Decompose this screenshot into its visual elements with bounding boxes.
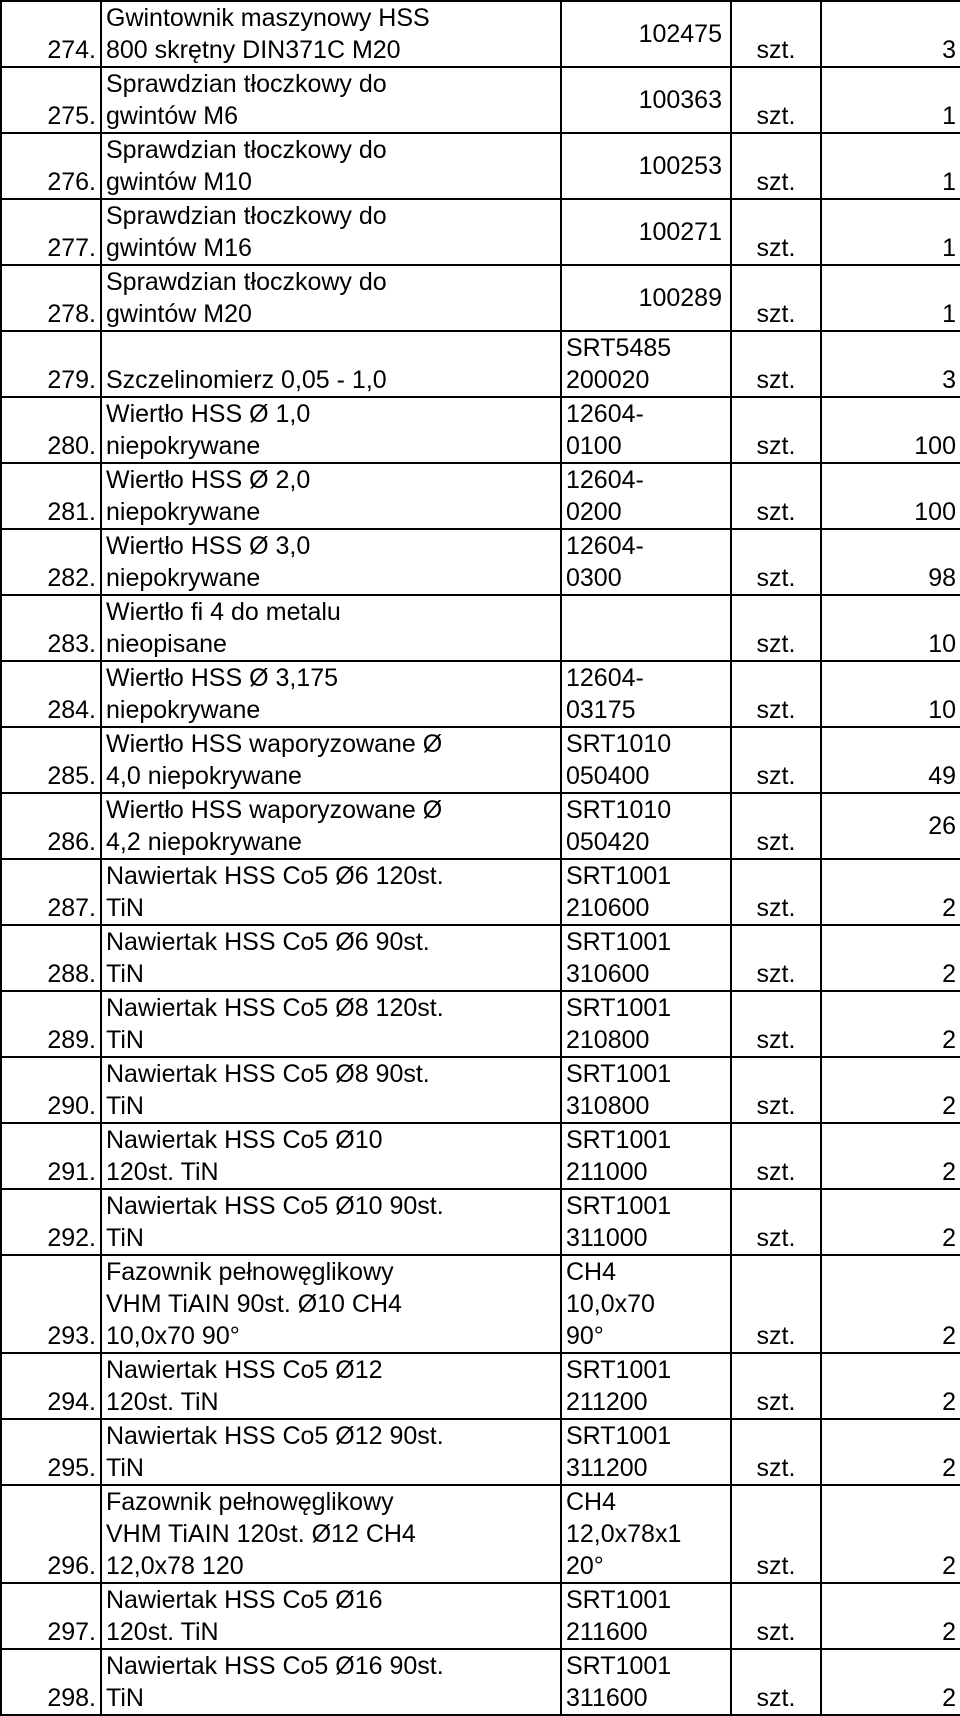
item-unit: szt. (731, 793, 821, 859)
item-unit: szt. (731, 727, 821, 793)
item-quantity: 2 (821, 1057, 960, 1123)
item-name: Wiertło HSS waporyzowane Ø 4,2 niepokrywane (101, 793, 561, 859)
item-name: Nawiertak HSS Co5 Ø12 120st. TiN (101, 1353, 561, 1419)
item-number: 274. (1, 1, 101, 67)
item-unit: szt. (731, 1, 821, 67)
item-name: Nawiertak HSS Co5 Ø10 120st. TiN (101, 1123, 561, 1189)
item-unit: szt. (731, 199, 821, 265)
item-number: 292. (1, 1189, 101, 1255)
table-row (1, 661, 960, 727)
table-row (1, 1353, 960, 1419)
table-row (1, 1057, 960, 1123)
item-quantity: 26 (821, 793, 960, 859)
item-unit: szt. (731, 859, 821, 925)
item-unit: szt. (731, 925, 821, 991)
table-row (1, 1649, 960, 1715)
item-code: SRT1001 311600 (561, 1649, 731, 1715)
item-number: 286. (1, 793, 101, 859)
item-quantity: 2 (821, 1583, 960, 1649)
item-name: Wiertło HSS Ø 3,175 niepokrywane (101, 661, 561, 727)
item-code: SRT1001 210800 (561, 991, 731, 1057)
table-row (1, 1419, 960, 1485)
item-unit: szt. (731, 991, 821, 1057)
item-number: 290. (1, 1057, 101, 1123)
table-row (1, 1485, 960, 1583)
item-name: Wiertło fi 4 do metalu nieopisane (101, 595, 561, 661)
item-number: 295. (1, 1419, 101, 1485)
item-unit: szt. (731, 1583, 821, 1649)
item-number: 278. (1, 265, 101, 331)
inventory-table-body (1, 1, 960, 1715)
item-name: Nawiertak HSS Co5 Ø8 90st. TiN (101, 1057, 561, 1123)
item-code: 100363 (561, 67, 731, 133)
item-number: 291. (1, 1123, 101, 1189)
item-unit: szt. (731, 529, 821, 595)
table-row (1, 265, 960, 331)
item-unit: szt. (731, 1419, 821, 1485)
item-code: SRT1001 310800 (561, 1057, 731, 1123)
item-quantity: 98 (821, 529, 960, 595)
item-number: 282. (1, 529, 101, 595)
table-row (1, 331, 960, 397)
item-unit: szt. (731, 133, 821, 199)
item-unit: szt. (731, 1485, 821, 1583)
item-name: Nawiertak HSS Co5 Ø6 90st. TiN (101, 925, 561, 991)
item-code: SRT1010 050400 (561, 727, 731, 793)
item-unit: szt. (731, 1353, 821, 1419)
item-name: Nawiertak HSS Co5 Ø8 120st. TiN (101, 991, 561, 1057)
item-number: 285. (1, 727, 101, 793)
item-code: CH4 10,0x70 90° (561, 1255, 731, 1353)
item-code: SRT1001 211200 (561, 1353, 731, 1419)
item-code: 100289 (561, 265, 731, 331)
item-code (561, 595, 731, 661)
item-number: 283. (1, 595, 101, 661)
item-quantity: 1 (821, 133, 960, 199)
table-row (1, 1189, 960, 1255)
item-quantity: 1 (821, 199, 960, 265)
item-code: SRT5485 200020 (561, 331, 731, 397)
item-quantity: 1 (821, 265, 960, 331)
table-row (1, 199, 960, 265)
item-quantity: 2 (821, 925, 960, 991)
table-row (1, 67, 960, 133)
item-code: SRT1010 050420 (561, 793, 731, 859)
table-row (1, 1255, 960, 1353)
item-name: Gwintownik maszynowy HSS 800 skrętny DIN371C M20 (101, 1, 561, 67)
item-quantity: 3 (821, 331, 960, 397)
item-name: Wiertło HSS waporyzowane Ø 4,0 niepokrywane (101, 727, 561, 793)
item-number: 288. (1, 925, 101, 991)
item-name: Fazownik pełnowęglikowy VHM TiAIN 120st. Ø12 CH4 12,0x78 120 (101, 1485, 561, 1583)
item-quantity: 100 (821, 397, 960, 463)
item-unit: szt. (731, 397, 821, 463)
table-row (1, 1, 960, 67)
item-code: 12604- 0100 (561, 397, 731, 463)
table-row (1, 463, 960, 529)
table-row (1, 1583, 960, 1649)
item-quantity: 2 (821, 859, 960, 925)
item-unit: szt. (731, 1123, 821, 1189)
item-code: 102475 (561, 1, 731, 67)
item-number: 276. (1, 133, 101, 199)
item-code: SRT1001 310600 (561, 925, 731, 991)
item-quantity: 2 (821, 991, 960, 1057)
item-name: Sprawdzian tłoczkowy do gwintów M10 (101, 133, 561, 199)
table-row (1, 727, 960, 793)
table-row (1, 133, 960, 199)
item-unit: szt. (731, 1189, 821, 1255)
table-row (1, 991, 960, 1057)
item-quantity: 49 (821, 727, 960, 793)
item-code: SRT1001 211600 (561, 1583, 731, 1649)
item-name: Nawiertak HSS Co5 Ø10 90st. TiN (101, 1189, 561, 1255)
item-name: Fazownik pełnowęglikowy VHM TiAIN 90st. Ø10 CH4 10,0x70 90° (101, 1255, 561, 1353)
item-code: 12604- 0300 (561, 529, 731, 595)
item-quantity: 10 (821, 661, 960, 727)
item-number: 294. (1, 1353, 101, 1419)
item-name: Nawiertak HSS Co5 Ø16 120st. TiN (101, 1583, 561, 1649)
item-name: Wiertło HSS Ø 2,0 niepokrywane (101, 463, 561, 529)
item-name: Wiertło HSS Ø 3,0 niepokrywane (101, 529, 561, 595)
item-name: Sprawdzian tłoczkowy do gwintów M20 (101, 265, 561, 331)
item-number: 296. (1, 1485, 101, 1583)
item-name: Nawiertak HSS Co5 Ø6 120st. TiN (101, 859, 561, 925)
item-quantity: 2 (821, 1649, 960, 1715)
item-number: 298. (1, 1649, 101, 1715)
item-code: 100253 (561, 133, 731, 199)
item-quantity: 2 (821, 1353, 960, 1419)
item-number: 279. (1, 331, 101, 397)
item-code: 100271 (561, 199, 731, 265)
item-number: 277. (1, 199, 101, 265)
item-quantity: 1 (821, 67, 960, 133)
item-number: 280. (1, 397, 101, 463)
item-unit: szt. (731, 463, 821, 529)
item-name: Wiertło HSS Ø 1,0 niepokrywane (101, 397, 561, 463)
table-row (1, 397, 960, 463)
item-code: SRT1001 210600 (561, 859, 731, 925)
item-code: 12604- 0200 (561, 463, 731, 529)
item-unit: szt. (731, 661, 821, 727)
item-unit: szt. (731, 1255, 821, 1353)
item-code: 12604- 03175 (561, 661, 731, 727)
table-row (1, 1123, 960, 1189)
item-name: Nawiertak HSS Co5 Ø16 90st. TiN (101, 1649, 561, 1715)
item-number: 289. (1, 991, 101, 1057)
item-number: 284. (1, 661, 101, 727)
item-number: 287. (1, 859, 101, 925)
item-unit: szt. (731, 265, 821, 331)
item-unit: szt. (731, 1057, 821, 1123)
item-unit: szt. (731, 331, 821, 397)
item-unit: szt. (731, 595, 821, 661)
item-code: SRT1001 211000 (561, 1123, 731, 1189)
item-quantity: 2 (821, 1255, 960, 1353)
item-code: SRT1001 311000 (561, 1189, 731, 1255)
item-code: SRT1001 311200 (561, 1419, 731, 1485)
table-row (1, 793, 960, 859)
item-quantity: 10 (821, 595, 960, 661)
table-row (1, 859, 960, 925)
item-number: 293. (1, 1255, 101, 1353)
item-code: CH4 12,0x78x1 20° (561, 1485, 731, 1583)
item-quantity: 100 (821, 463, 960, 529)
item-number: 281. (1, 463, 101, 529)
item-number: 297. (1, 1583, 101, 1649)
table-row (1, 595, 960, 661)
table-row (1, 925, 960, 991)
item-quantity: 2 (821, 1123, 960, 1189)
item-quantity: 2 (821, 1419, 960, 1485)
item-unit: szt. (731, 67, 821, 133)
item-quantity: 2 (821, 1485, 960, 1583)
item-unit: szt. (731, 1649, 821, 1715)
item-quantity: 3 (821, 1, 960, 67)
item-name: Nawiertak HSS Co5 Ø12 90st. TiN (101, 1419, 561, 1485)
item-name: Szczelinomierz 0,05 - 1,0 (101, 331, 561, 397)
item-name: Sprawdzian tłoczkowy do gwintów M6 (101, 67, 561, 133)
item-quantity: 2 (821, 1189, 960, 1255)
item-number: 275. (1, 67, 101, 133)
item-name: Sprawdzian tłoczkowy do gwintów M16 (101, 199, 561, 265)
table-row (1, 529, 960, 595)
